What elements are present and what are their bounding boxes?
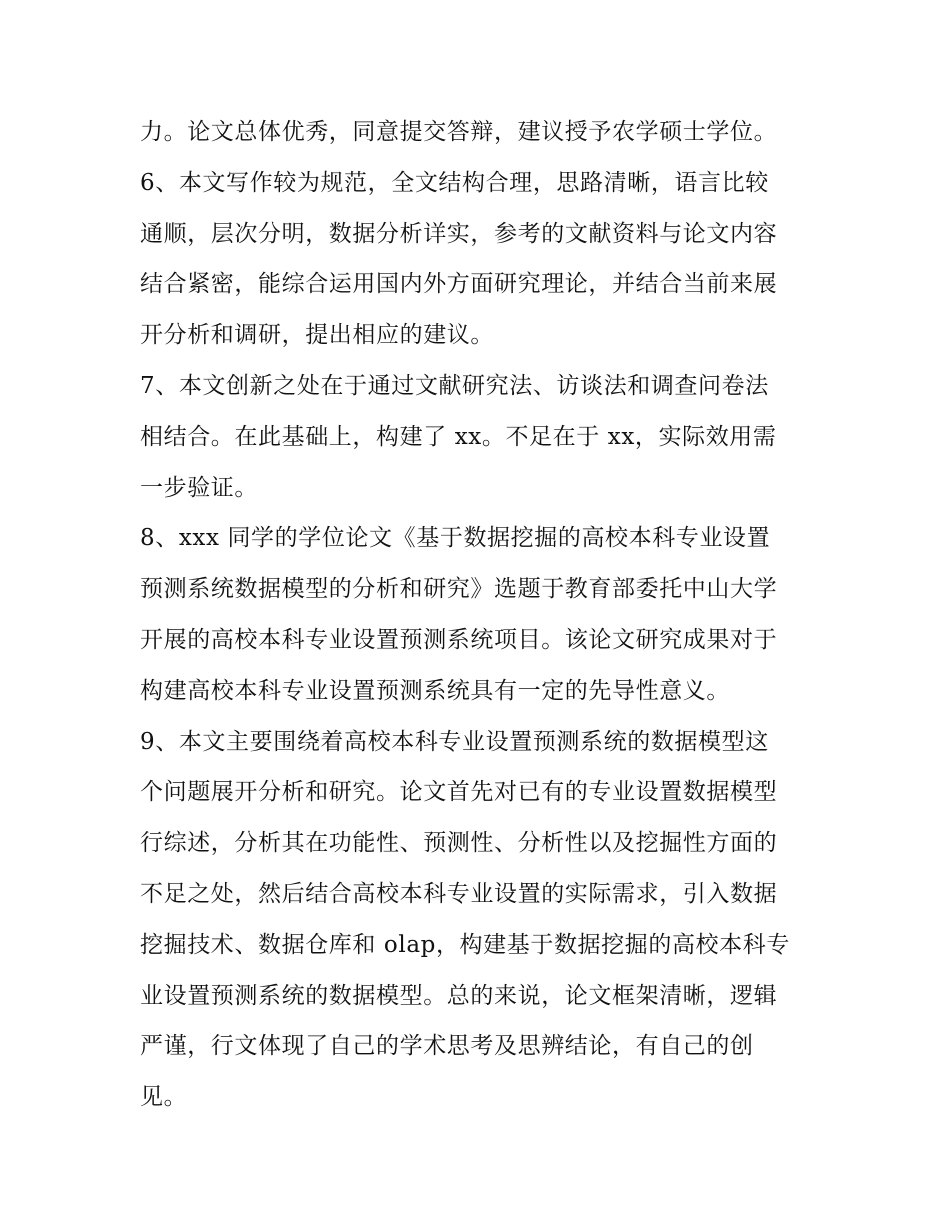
- text-line: 个问题展开分析和研究。论文首先对已有的专业设置数据模型: [140, 779, 778, 806]
- text-line: 6、本文写作较为规范，全文结构合理，思路清晰，语言比较: [140, 169, 769, 196]
- text-line: 构建高校本科专业设置预测系统具有一定的先导性意义。: [140, 677, 730, 704]
- text-line: 通顺，层次分明，数据分析详实，参考的文献资料与论文内容: [140, 220, 778, 247]
- text-line: 业设置预测系统的数据模型。总的来说，论文框架清晰，逻辑: [140, 982, 778, 1009]
- text-line: 8、xxx 同学的学位论文《基于数据挖掘的高校本科专业设置: [140, 525, 771, 552]
- text-line: 见。: [140, 1084, 188, 1111]
- text-line: 挖掘技术、数据仓库和 olap，构建基于数据挖掘的高校本科专: [140, 931, 790, 958]
- text-line: 行综述，分析其在功能性、预测性、分析性以及挖掘性方面的: [140, 830, 778, 857]
- text-line: 7、本文创新之处在于通过文献研究法、访谈法和调查问卷法: [140, 372, 769, 399]
- text-line: 力。论文总体优秀，同意提交答辩，建议授予农学硕士学位。: [140, 119, 778, 145]
- text-line: 一步验证。: [140, 474, 258, 501]
- text-line: 开展的高校本科专业设置预测系统项目。该论文研究成果对于: [140, 626, 778, 653]
- text-line: 开分析和调研，提出相应的建议。: [140, 322, 494, 349]
- text-line: 相结合。在此基础上，构建了 xx。不足在于 xx，实际效用需: [140, 423, 777, 450]
- text-line: 严谨，行文体现了自己的学术思考及思辨结论，有自己的创: [140, 1033, 754, 1060]
- text-line: 结合紧密，能综合运用国内外方面研究理论，并结合当前来展: [140, 271, 778, 298]
- text-line: 9、本文主要围绕着高校本科专业设置预测系统的数据模型这: [140, 728, 769, 755]
- text-line: 不足之处，然后结合高校本科专业设置的实际需求，引入数据: [140, 880, 778, 907]
- text-line: 预测系统数据模型的分析和研究》选题于教育部委托中山大学: [140, 576, 778, 603]
- body-text: [140, 107, 820, 1123]
